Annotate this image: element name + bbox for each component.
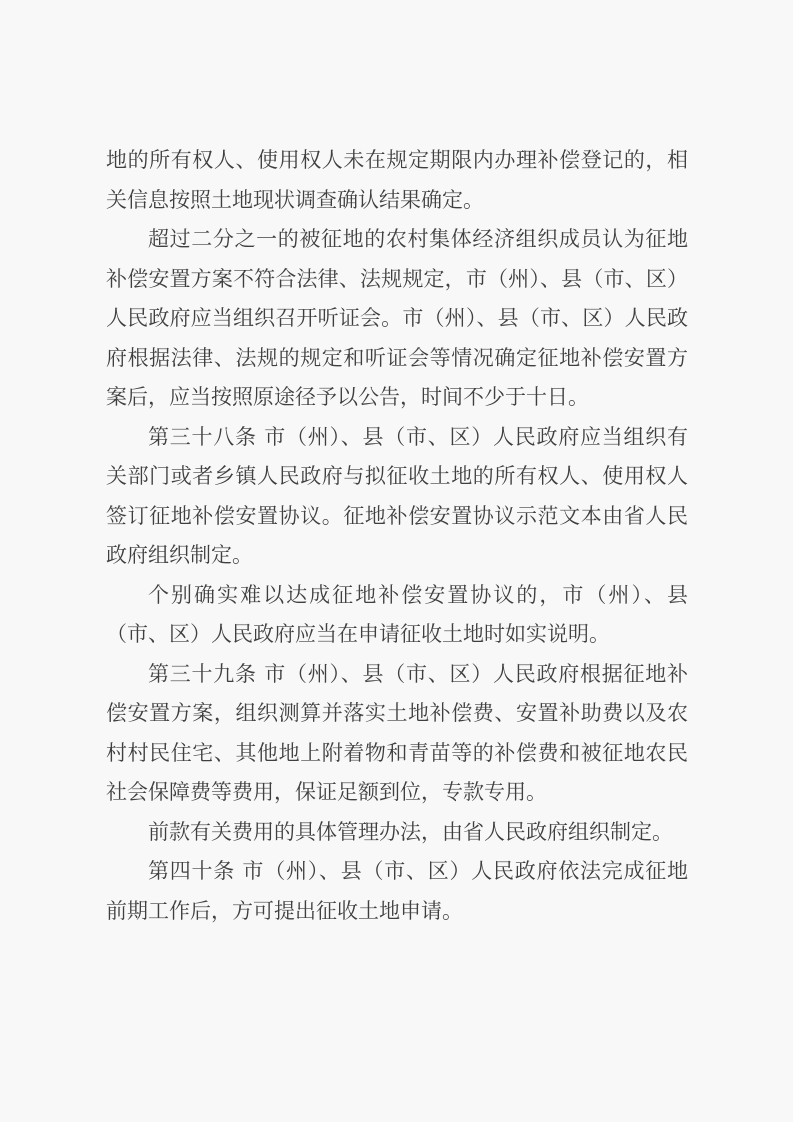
paragraph: 第三十八条 市（州）、县（市、区）人民政府应当组织有关部门或者乡镇人民政府与拟征收土地的所有权人、使用权人签订征地补偿安置协议。征地补偿安置协议示范文本由省人民政府组织制定。	[106, 424, 688, 567]
document-body	[106, 141, 688, 931]
paragraph: 超过二分之一的被征地的农村集体经济组织成员认为征地补偿安置方案不符合法律、法规规定，市（州）、县（市、区）人民政府应当组织召开听证会。市（州）、县（市、区）人民政府根据法律、法规的规定和听证会等情况确定征地补偿安置方案后，应当按照原途径予以公告，时间不少于十日。	[106, 227, 688, 409]
paragraph: 个别确实难以达成征地补偿安置协议的，市（州）、县（市、区）人民政府应当在申请征收土地时如实说明。	[106, 582, 688, 646]
paragraph: 前款有关费用的具体管理办法，由省人民政府组织制定。	[148, 819, 673, 844]
paragraph: 第三十九条 市（州）、县（市、区）人民政府根据征地补偿安置方案，组织测算并落实土地补偿费、安置补助费以及农村村民住宅、其他地上附着物和青苗等的补偿费和被征地农民社会保障费等费用，保证足额到位，专款专用。	[106, 661, 688, 804]
paragraph: 地的所有权人、使用权人未在规定期限内办理补偿登记的，相关信息按照土地现状调查确认结果确定。	[106, 148, 688, 212]
paragraph: 第四十条 市（州）、县（市、区）人民政府依法完成征地前期工作后，方可提出征收土地申请。	[106, 859, 688, 923]
